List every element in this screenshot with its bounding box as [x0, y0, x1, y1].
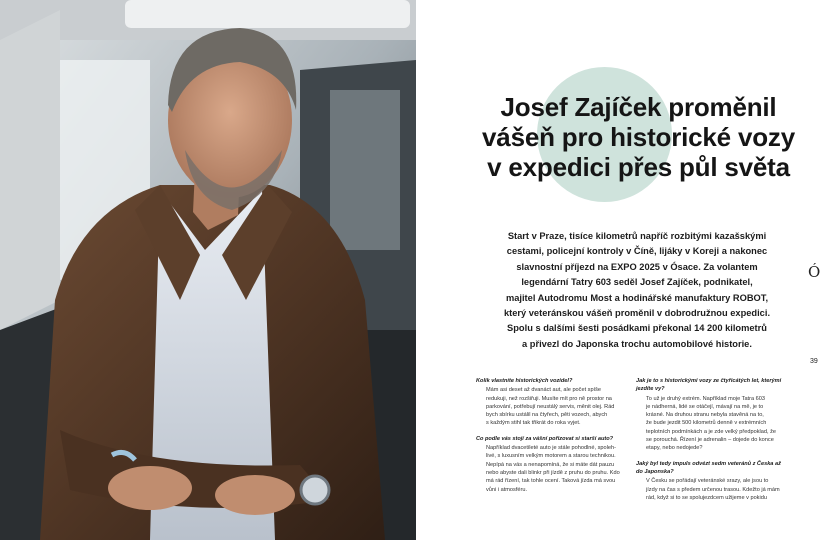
answer-line: Nepípá na vás a nenapomíná, že si máte dát pauzu — [486, 461, 615, 468]
answer-line: vůni i atmosféru. — [486, 486, 528, 493]
question-line: jezdíte vy? — [636, 386, 665, 393]
interview-question: Co podle vás stojí za vášní pořizovat si starší auto? — [476, 435, 614, 442]
answer-line: parkování, potřebují neustálý servis, měnit olej. Rád — [486, 403, 615, 410]
answer-line: etapy, nebo nedojede? — [646, 445, 703, 452]
lead-line: cestami, policejní kontroly v Číně, lijáky v Koreji a nakonec — [506, 246, 768, 257]
magazine-logo-mark: Ó — [808, 263, 821, 281]
answer-line: redukuji, než rozšiřuji. Musíte mít pro ně prostor na — [486, 395, 612, 402]
answer-line: že bude jezdit 500 kilometrů denně v extrémních — [646, 420, 767, 427]
interview-answer — [646, 395, 792, 453]
headline — [466, 92, 811, 182]
question-line: do Japonska? — [636, 468, 674, 475]
answer-line: jízdy na čas s předem určenou trasou. Kdežto já mám — [646, 486, 780, 493]
answer-line: se porouchá. Řízení je adrenalin – dojede do konce — [646, 437, 774, 444]
answer-line: teplotních podmínkách a je zde velký předpoklad, že — [646, 428, 776, 435]
interview-answer — [646, 477, 792, 502]
answer-line: má rád řízení, tak tohle ocení. Taková jízda má svou — [486, 478, 616, 485]
lead-line: který veteránskou vášeň proměnil v dobrodružnou expedici. — [503, 308, 771, 319]
answer-line: Mám asi deset až dvanáct aut, ale počet spíše — [486, 387, 602, 394]
answer-line: V Česku se pořádají veteránské srazy, ale jsou to — [646, 478, 769, 485]
interview-question — [636, 460, 792, 477]
lead-line: Spolu s dalšími šesti posádkami překonal 14 200 kilometrů — [507, 323, 767, 334]
answer-line: nebo abyste dali blinkr při jízdě z pruhu do pruhu. Kdo — [486, 469, 620, 476]
lead-line: majitel Autodromu Most a hodinářské manufaktury ROBOT, — [505, 292, 769, 303]
interview-question: Kolik vlastníte historických vozidel? — [476, 378, 573, 384]
lead-line: Start v Praze, tisíce kilometrů napříč rozbitými kazašskými — [507, 231, 767, 241]
page-number: 39 — [810, 358, 818, 365]
question-line: Jaký byl tedy impuls odvézt sedm veteránů z Česka až — [636, 460, 781, 467]
lead-paragraph — [472, 229, 802, 352]
interview-answer — [486, 386, 636, 427]
headline-line: Josef Zajíček proměnil — [500, 92, 777, 122]
headline-line: vášeň pro historické vozy — [482, 122, 795, 152]
interview-answer — [486, 444, 636, 494]
answer-line: s každým stihl tak třikrát do roka vyjet. — [486, 420, 581, 427]
answer-line: livé, s luxusním velkým motorem a starou technikou. — [486, 453, 616, 460]
answer-line: Například dvacetileté auto je stále pohodlné, spoleh- — [486, 445, 616, 452]
lead-line: a přivezl do Japonska trochu automobilové historie. — [522, 338, 752, 349]
interview-question — [636, 377, 792, 394]
answer-line: rád, když si to se spolujezdcem užijeme v pokidu — [646, 494, 767, 501]
question-line: Jak je to s historickými vozy ze čtyřicátých let, kterými — [636, 378, 782, 384]
answer-line: bych sbírku ustálil na čtyřech, pěti vozech, abych — [486, 412, 608, 419]
headline-line: v expedici přes půl světa — [487, 152, 790, 182]
answer-line: krásné. Na druhou stranu nebyla stavěná na to, — [646, 412, 764, 419]
lead-line: legendární Tatry 603 seděl Josef Zajíček, podnikatel, — [521, 277, 753, 288]
interview-column-right — [636, 377, 792, 509]
answer-line: To už je druhý extrém. Například moje Tatra 603 — [646, 395, 765, 402]
lead-line: slavnostní příjezd na EXPO 2025 v Ósace. Za volantem — [516, 261, 758, 272]
answer-line: je nádherná, lidé se otáčejí, mávají na mě, je to — [646, 403, 764, 410]
interview-column-left — [476, 377, 636, 501]
